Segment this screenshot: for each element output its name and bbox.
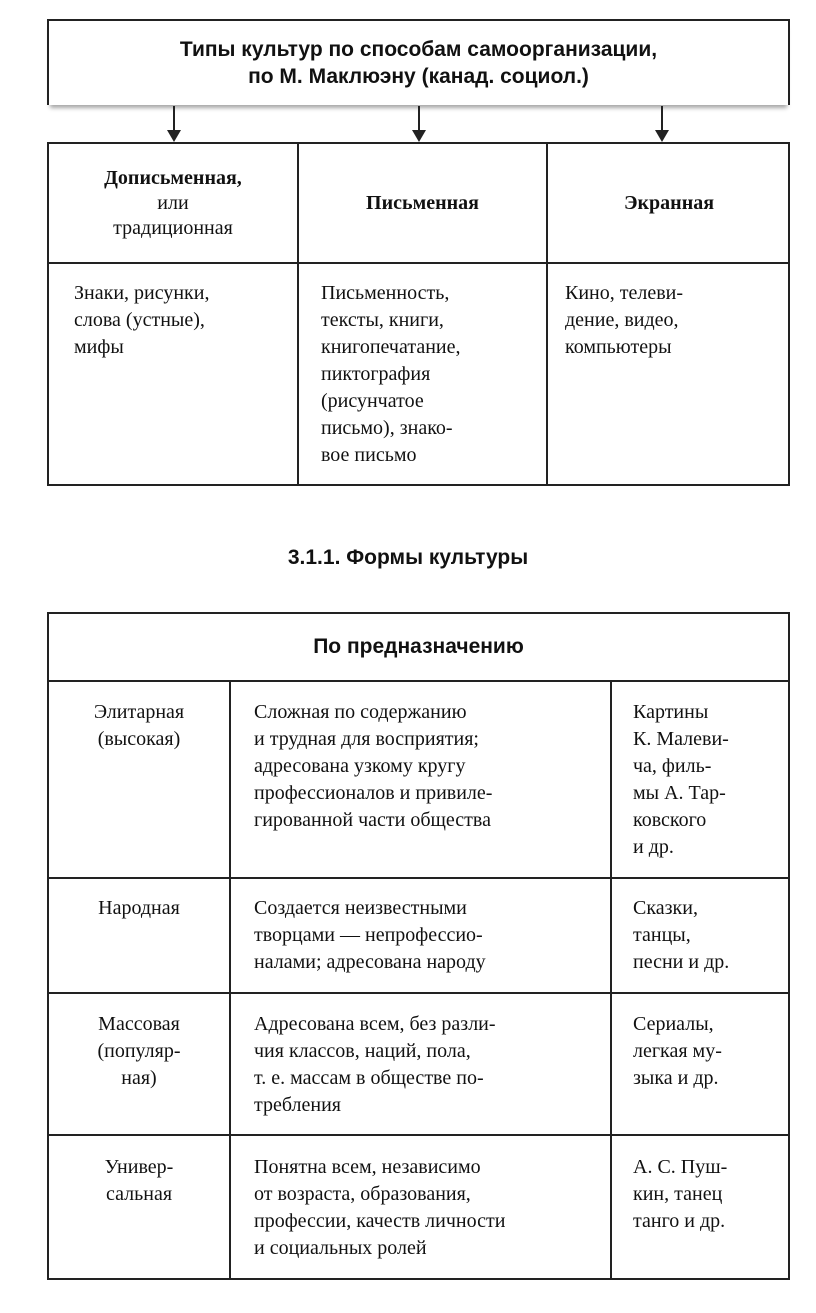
cell-line: Народная <box>98 897 180 919</box>
content-line: Кино, телеви- <box>565 282 684 304</box>
content-line: слова (устные), <box>74 309 205 331</box>
content-line: мифы <box>74 336 124 358</box>
column-content-preliterate <box>74 280 209 361</box>
table-row-name <box>49 699 229 753</box>
cell-line: Сказки, <box>633 897 698 919</box>
heading-bold: Экранная <box>623 191 715 214</box>
table-row-examples <box>633 1011 722 1092</box>
cell-line: Сложная по содержанию <box>254 701 467 723</box>
cell-line: и трудная для восприятия; <box>254 728 479 750</box>
cell-line: песни и др. <box>633 951 730 973</box>
culture-types-table <box>47 142 790 486</box>
cell-line: Универ- <box>104 1156 174 1178</box>
content-line: вое письмо <box>321 444 417 466</box>
diagram-title-line-2: по М. Маклюэну (канад. социол.) <box>248 65 589 88</box>
cell-line: и социальных ролей <box>254 1237 427 1259</box>
cell-line: профессии, качеств личности <box>254 1210 506 1232</box>
cell-line: творцами — непрофессио- <box>254 924 483 946</box>
cell-line: Сериалы, <box>633 1013 714 1035</box>
cell-line: танго и др. <box>633 1210 726 1232</box>
cell-line: (популяр- <box>97 1040 181 1062</box>
cell-line: ковского <box>633 809 707 831</box>
content-line: Письменность, <box>321 282 450 304</box>
cell-line: легкая му- <box>633 1040 722 1062</box>
cell-line: А. С. Пуш- <box>633 1156 728 1178</box>
table-caption: По предназначению <box>313 635 524 658</box>
cell-line: танцы, <box>633 924 691 946</box>
column-content-screen <box>565 280 683 361</box>
cell-line: от возраста, образования, <box>254 1183 471 1205</box>
cell-line: Понятна всем, независимо <box>254 1156 481 1178</box>
table-row-description <box>254 1154 505 1262</box>
content-line: компьютеры <box>565 336 672 358</box>
table-row-examples <box>633 895 729 976</box>
cell-line: и др. <box>633 836 674 858</box>
cell-line: К. Малеви- <box>633 728 729 750</box>
table-row-name <box>49 1154 229 1208</box>
cell-line: Создается неизвестными <box>254 897 467 919</box>
cell-line: адресована узкому кругу <box>254 755 466 777</box>
content-line: письмо), знако- <box>321 417 453 439</box>
cell-line: мы А. Тар- <box>633 782 726 804</box>
table-row-examples <box>633 1154 727 1235</box>
cell-line: ча, филь- <box>633 755 712 777</box>
cell-line: зыка и др. <box>633 1067 719 1089</box>
column-heading-preliterate <box>49 144 297 262</box>
cell-line: Элитарная <box>93 701 185 723</box>
table-row-description <box>254 1011 496 1119</box>
column-heading-screen <box>548 144 790 262</box>
cell-line: (высокая) <box>97 728 181 750</box>
heading-text: или <box>157 191 189 214</box>
content-line: пиктография <box>321 363 431 385</box>
cell-line: т. е. массам в обществе по- <box>254 1067 484 1089</box>
column-heading-written <box>299 144 546 262</box>
cell-line: Адресована всем, без разли- <box>254 1013 496 1035</box>
cell-line: Картины <box>633 701 709 723</box>
column-content-written <box>321 280 460 469</box>
cell-line: кин, танец <box>633 1183 723 1205</box>
content-line: Знаки, рисунки, <box>74 282 210 304</box>
culture-forms-table <box>47 612 790 1280</box>
cell-line: чия классов, наций, пола, <box>254 1040 471 1062</box>
table-row-examples <box>633 699 729 861</box>
cell-line: ная) <box>121 1067 157 1089</box>
table-row-description <box>254 895 486 976</box>
cell-line: гированной части общества <box>254 809 491 831</box>
cell-line: требления <box>254 1094 342 1116</box>
cell-line: Массовая <box>98 1013 180 1035</box>
diagram-title-box <box>47 19 790 105</box>
cell-line: профессионалов и привиле- <box>254 782 493 804</box>
diagram-title-line-1: Типы культур по способам самоорганизации, <box>179 38 658 61</box>
table-row-name <box>49 895 229 922</box>
content-line: тексты, книги, <box>321 309 444 331</box>
heading-bold: Письменная <box>366 191 479 214</box>
table-row-description <box>254 699 492 834</box>
cell-line: налами; адресована народу <box>254 951 486 973</box>
heading-text: традиционная <box>113 216 233 239</box>
content-line: дение, видео, <box>565 309 679 331</box>
section-title: 3.1.1. Формы культуры <box>287 546 529 569</box>
heading-bold: Дописьменная, <box>104 166 242 189</box>
table-row-name <box>49 1011 229 1092</box>
cell-line: сальная <box>105 1183 173 1205</box>
content-line: книгопечатание, <box>321 336 461 358</box>
content-line: (рисунчатое <box>321 390 424 412</box>
